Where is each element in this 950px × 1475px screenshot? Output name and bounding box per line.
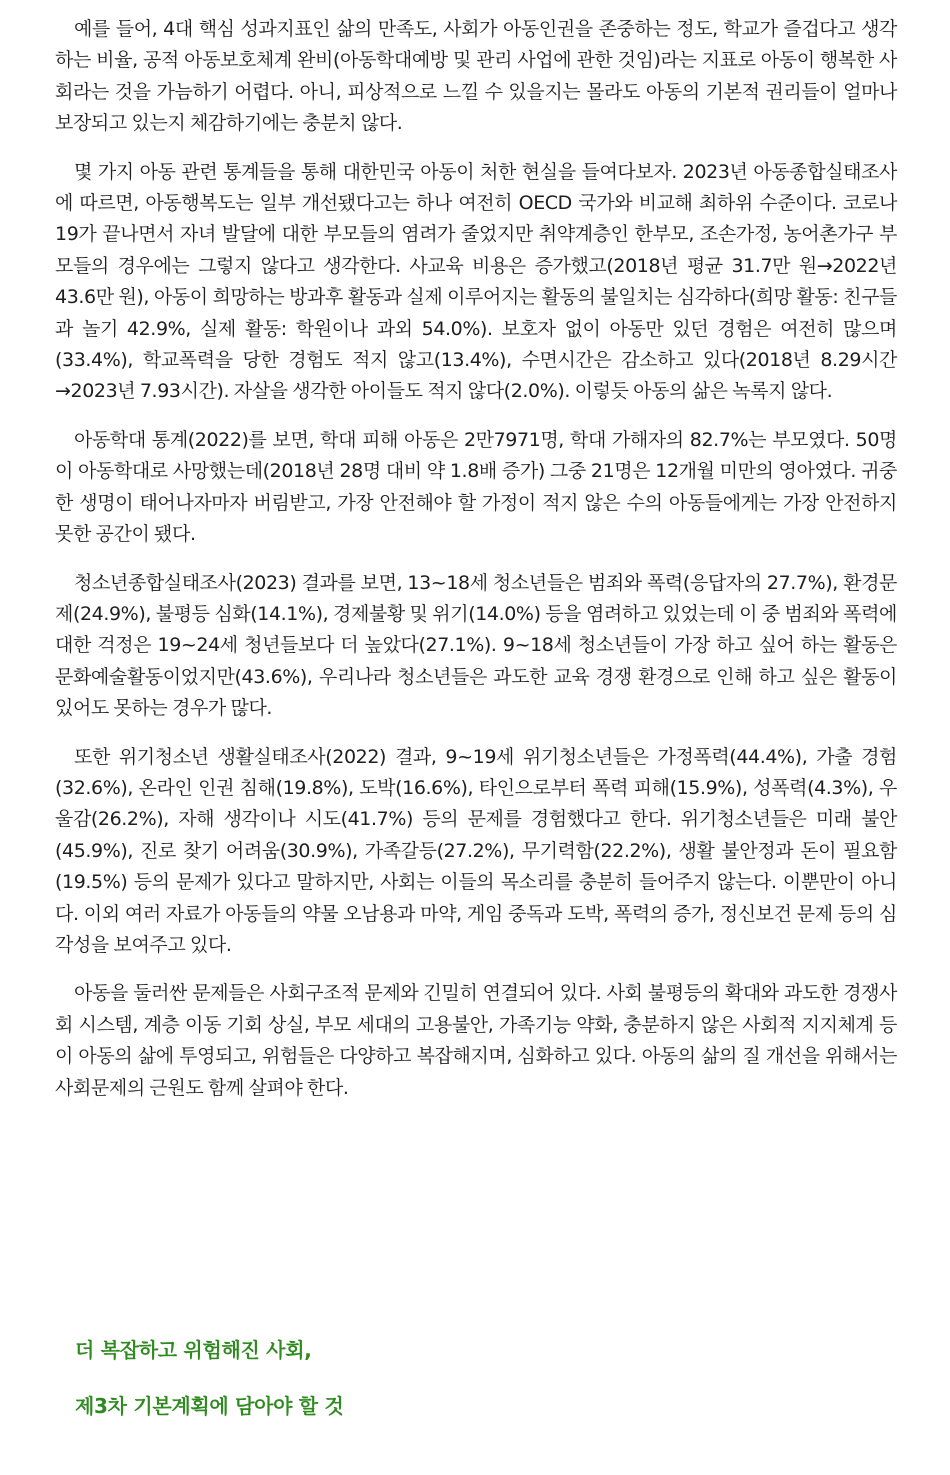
paragraph-at-risk-youth: 또한 위기청소년 생활실태조사(2022) 결과, 9~19세 위기청소년들은 가정폭력(44.4%), 가출 경험(32.6%), 온라인 인권 침해(19.8%), 도박(16.6%), 타인으로부터 폭력 피해(15.9%), 성폭력(4.3%), 우울감(26.2%), 자해 생각이나 시도(41.7%) 등의 문제를 경험했다고 한다. 위기청소년들은 미래 불안(45.9%), 진로 찾기 어려움(30.9%), 가족갈등(27.2%), 무기력함(22.2%), 생활 불안정과 돈이 필요함(19.5%) 등의 문제가 있다고 말하지만, 사회는 이들의 목소리를 충분히 들어주지 않는다. 이뿐만이 아니다. 이외 여러 자료가 아동들의 약물 오남용과 마약, 게임 중독과 도박, 폭력의 증가, 정신보건 문제 등의 심각성을 보여주고 있다. <box>55 745 897 956</box>
article-body <box>55 14 897 1121</box>
paragraph-child-abuse: 아동학대 통계(2022)를 보면, 학대 피해 아동은 2만7971명, 학대 가해자의 82.7%는 부모였다. 50명이 아동학대로 사망했는데(2018년 28명 대비 약 1.8배 증가) 그중 21명은 12개월 미만의 영아였다. 귀중한 생명이 태어나자마자 버림받고, 가장 안전해야 할 가정이 적지 않은 수의 아동들에게는 가장 안전하지 못한 공간이 됐다. <box>55 428 897 546</box>
section-heading-line-2: 제3차 기본계획에 담아야 할 것 <box>75 1394 344 1418</box>
paragraph-child-statistics: 몇 가지 아동 관련 통계들을 통해 대한민국 아동이 처한 현실을 들여다보자. 2023년 아동종합실태조사에 따르면, 아동행복도는 일부 개선됐다고는 하나 여전히 OECD 국가와 비교해 최하위 수준이다. 코로나19가 끝나면서 자녀 발달에 대한 부모들의 염려가 줄었지만 취약계층인 한부모, 조손가정, 농어촌가구 부모들의 경우에는 그렇지 않다고 생각한다. 사교육 비용은 증가했고(2018년 평균 31.7만 원→2022년 43.6만 원), 아동이 희망하는 방과후 활동과 실제 이루어지는 활동의 불일치는 심각하다(희망 활동: 친구들과 놀기 42.9%, 실제 활동: 학원이나 과외 54.0%). 보호자 없이 아동만 있던 경험은 여전히 많으며(33.4%), 학교폭력을 당한 경험도 적지 않고(13.4%), 수면시간은 감소하고 있다(2018년 8.29시간→2023년 7.93시간). 자살을 생각한 아이들도 적지 않다(2.0%). 이렇듯 아동의 삶은 녹록지 않다. <box>55 160 897 403</box>
section-heading <box>75 1336 875 1448</box>
paragraph-social-structure: 아동을 둘러싼 문제들은 사회구조적 문제와 긴밀히 연결되어 있다. 사회 불평등의 확대와 과도한 경쟁사회 시스템, 계층 이동 기회 상실, 부모 세대의 고용불안, 가족기능 약화, 충분하지 않은 사회적 지지체계 등이 아동의 삶에 투영되고, 위험들은 다양하고 복잡해지며, 심화하고 있다. 아동의 삶의 질 개선을 위해서는 사회문제의 근원도 함께 살펴야 한다. <box>55 982 897 1099</box>
paragraph-youth-survey: 청소년종합실태조사(2023) 결과를 보면, 13~18세 청소년들은 범죄와 폭력(응답자의 27.7%), 환경문제(24.9%), 불평등 심화(14.1%), 경제불황 및 위기(14.0%) 등을 염려하고 있었는데 이 중 범죄와 폭력에 대한 걱정은 19~24세 청년들보다 더 높았다(27.1%). 9~18세 청소년들이 가장 하고 싶어 하는 활동은 문화예술활동이었지만(43.6%), 우리나라 청소년들은 과도한 교육 경쟁 환경으로 인해 하고 싶은 활동이 있어도 못하는 경우가 많다. <box>55 571 897 720</box>
section-heading-line-1: 더 복잡하고 위험해진 사회, <box>75 1338 312 1362</box>
paragraph-performance-indicators: 예를 들어, 4대 핵심 성과지표인 삶의 만족도, 사회가 아동인권을 존중하는 정도, 학교가 즐겁다고 생각하는 비율, 공적 아동보호체계 완비(아동학대예방 및 관리 사업에 관한 것임)라는 지표로 아동이 행복한 사회라는 것을 가늠하기 어렵다. 아니, 피상적으로 느낄 수 있을지는 몰라도 아동의 기본적 권리들이 얼마나 보장되고 있는지 체감하기에는 충분치 않다. <box>55 18 897 135</box>
